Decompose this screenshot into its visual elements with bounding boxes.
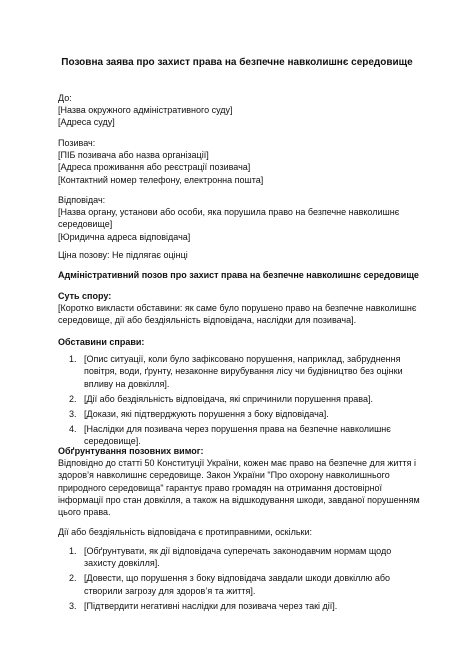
circumstances-heading: Обставини справи: bbox=[58, 337, 145, 347]
grounds-text-line: цього права. bbox=[58, 507, 111, 518]
plaintiff-block bbox=[58, 137, 416, 186]
essence-heading: Суть спору: bbox=[58, 291, 112, 301]
list-item: 2. [Довести, що порушення з боку відповідача завдали шкоди довкіллю або створили загрозу для здоров’я та життя]. bbox=[69, 573, 391, 596]
lawsuit-heading: Адміністративний позов про захист права на безпечне навколишнє середовище bbox=[58, 270, 419, 280]
court-address: [Адреса суду] bbox=[58, 117, 115, 128]
grounds-text-line: Відповідно до статті 50 Конституції України, кожен має право на безпечне для життя і bbox=[58, 458, 417, 469]
to-label: До: bbox=[58, 93, 72, 103]
plaintiff-contacts: [Контактний номер телефону, електронна пошта] bbox=[58, 174, 264, 185]
essence-line2: середовище, дії або бездіяльність відповідача, наслідки для позивача]. bbox=[58, 315, 357, 326]
plaintiff-label: Позивач: bbox=[58, 138, 96, 148]
grounds-intro: Дії або бездіяльність відповідача є протиправними, оскільки: bbox=[58, 527, 312, 537]
grounds-list bbox=[58, 545, 416, 612]
grounds-block bbox=[58, 445, 420, 518]
plaintiff-address: [Адреса проживання або реєстрації позивача] bbox=[58, 162, 251, 173]
circumstances-block bbox=[58, 336, 416, 448]
grounds-list-block bbox=[58, 545, 416, 612]
grounds-text-line: здоров’я навколишнє середовище. Закон України "Про охорону навколишнього bbox=[58, 470, 390, 481]
list-item: 1. [Опис ситуації, коли було зафіксовано порушення, наприклад, забруднення повітря, води, ґрунту, незаконне вирубування лісу чи будівництво без оцінки впливу на довкілля]. bbox=[69, 354, 403, 389]
list-item: 1. [Обґрунтувати, як дії відповідача суперечать законодавчим нормам щодо захисту довкілля]. bbox=[69, 546, 392, 569]
plaintiff-name: [ПІБ позивача або назва організації] bbox=[58, 150, 209, 161]
claim-price: Ціна позову: Не підлягає оцінці bbox=[58, 250, 188, 260]
essence-block bbox=[58, 290, 416, 327]
list-item: 3. [Підтвердити негативні наслідки для позивача через такі дії]. bbox=[69, 600, 338, 611]
grounds-text-line: інформації про стан довкілля, а також на відшкодування шкоди, завданої порушенням bbox=[58, 494, 420, 505]
defendant-address: [Юридична адреса відповідача] bbox=[58, 231, 191, 242]
list-item: 4. [Наслідки для позивача через порушення права на безпечне навколишнє середовище]. bbox=[69, 424, 391, 447]
defendant-block bbox=[58, 194, 416, 243]
defendant-name-line2: середовище] bbox=[58, 219, 113, 230]
list-item: 2. [Дії або бездіяльність відповідача, які спричинили порушення права]. bbox=[69, 393, 373, 404]
defendant-label: Відповідач: bbox=[58, 195, 106, 205]
grounds-heading: Обґрунтування позовних вимог: bbox=[58, 446, 204, 456]
essence-line1: [Коротко викласти обставини: як саме було порушено право на безпечне навколишнє bbox=[58, 303, 417, 314]
document-title: Позовна заява про захист права на безпечне навколишнє середовище bbox=[61, 57, 413, 68]
list-item: 3. [Докази, які підтверджують порушення з боку відповідача]. bbox=[69, 409, 329, 420]
defendant-name-line1: [Назва органу, установи або особи, яка порушила право на безпечне навколишнє bbox=[58, 207, 400, 218]
grounds-text-line: природного середовища" гарантує право громадян на отримання достовірної bbox=[58, 482, 383, 493]
to-block bbox=[58, 92, 416, 129]
circumstances-list bbox=[58, 353, 416, 447]
court-name: [Назва окружного адміністративного суду] bbox=[58, 105, 233, 116]
